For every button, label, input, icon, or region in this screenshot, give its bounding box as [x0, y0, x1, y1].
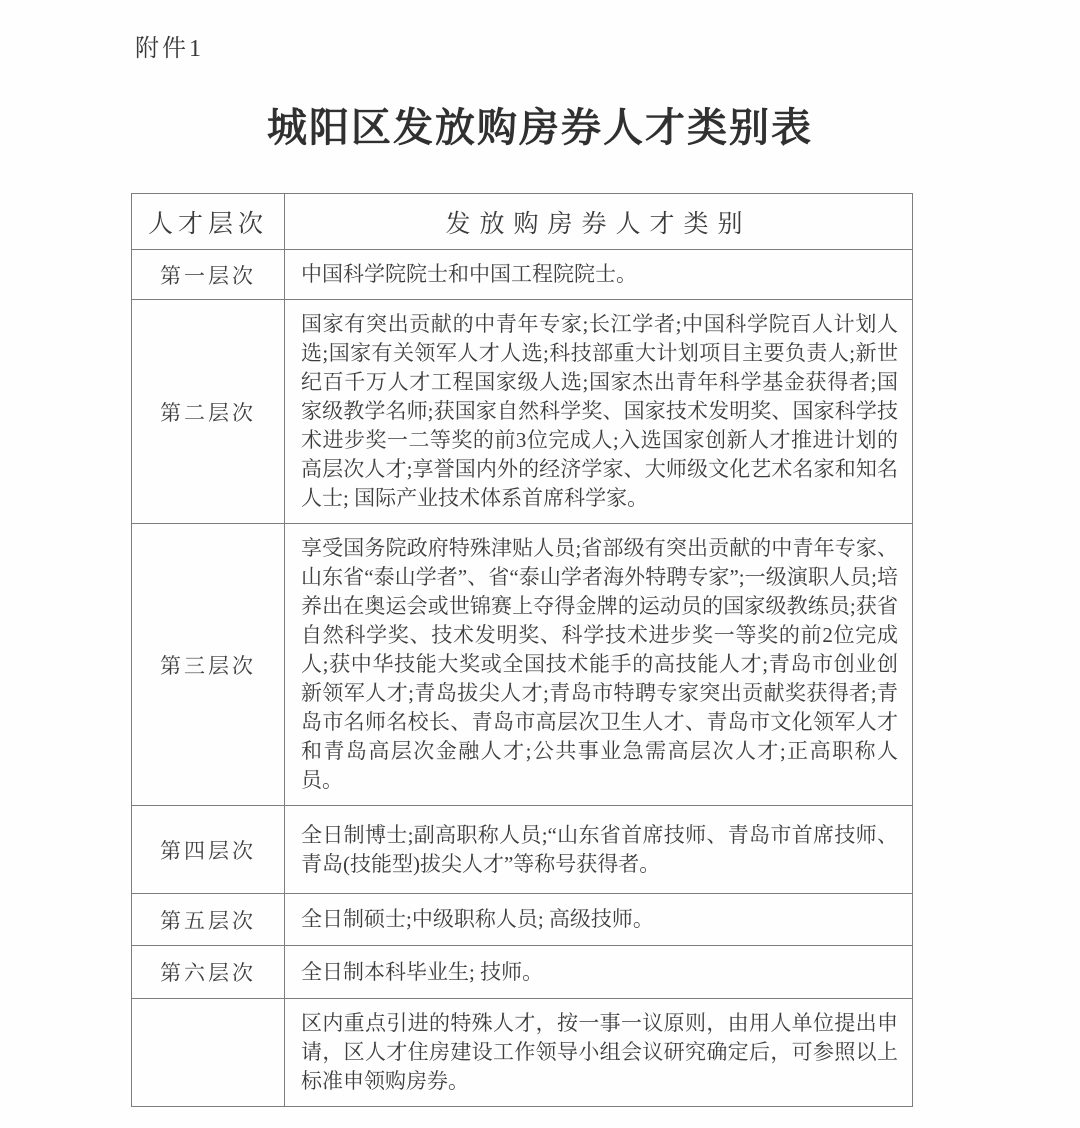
tier-cell: 第三层次 — [132, 524, 285, 806]
attachment-label: 附件1 — [135, 36, 204, 62]
category-cell: 全日制博士;副高职称人员;“山东省首席技师、青岛市首席技师、青岛(技能型)拔尖人才”等称号获得者。 — [285, 806, 913, 894]
header-tier: 人才层次 — [132, 194, 285, 250]
tier-cell-empty — [132, 999, 285, 1107]
tier-cell: 第一层次 — [132, 250, 285, 300]
table-row — [132, 806, 913, 894]
table-row — [132, 894, 913, 946]
talent-category-table — [131, 193, 913, 1107]
table-row — [132, 524, 913, 806]
table-header-row — [132, 194, 913, 250]
category-cell: 区内重点引进的特殊人才，按一事一议原则，由用人单位提出申请，区人才住房建设工作领导小组会议研究确定后，可参照以上标准申领购房券。 — [285, 999, 913, 1107]
table-row — [132, 999, 913, 1107]
tier-cell: 第五层次 — [132, 894, 285, 946]
category-cell: 享受国务院政府特殊津贴人员;省部级有突出贡献的中青年专家、山东省“泰山学者”、省“泰山学者海外特聘专家”;一级演职人员;培养出在奥运会或世锦赛上夺得金牌的运动员的国家级教练员;获省自然科学奖、技术发明奖、科学技术进步奖一等奖的前2位完成人;获中华技能大奖或全国技术能手的高技能人才;青岛市创业创新领军人才;青岛拔尖人才;青岛市特聘专家突出贡献奖获得者;青岛市名师名校长、青岛市高层次卫生人才、青岛市文化领军人才和青岛高层次金融人才;公共事业急需高层次人才;正高职称人员。 — [285, 524, 913, 806]
tier-cell: 第六层次 — [132, 946, 285, 999]
table-row — [132, 250, 913, 300]
tier-cell: 第四层次 — [132, 806, 285, 894]
page-title: 城阳区发放购房券人才类别表 — [267, 106, 813, 150]
category-cell: 中国科学院院士和中国工程院院士。 — [285, 250, 913, 300]
tier-cell: 第二层次 — [132, 300, 285, 524]
category-cell: 国家有突出贡献的中青年专家;长江学者;中国科学院百人计划人选;国家有关领军人才人选;科技部重大计划项目主要负责人;新世纪百千万人才工程国家级人选;国家杰出青年科学基金获得者;国家级教学名师;获国家自然科学奖、国家技术发明奖、国家科学技术进步奖一二等奖的前3位完成人;入选国家创新人才推进计划的高层次人才;享誉国内外的经济学家、大师级文化艺术名家和知名人士; 国际产业技术体系首席科学家。 — [285, 300, 913, 524]
category-cell: 全日制本科毕业生; 技师。 — [285, 946, 913, 999]
header-category: 发放购房券人才类别 — [285, 194, 913, 250]
table-row — [132, 300, 913, 524]
category-cell: 全日制硕士;中级职称人员; 高级技师。 — [285, 894, 913, 946]
table-row — [132, 946, 913, 999]
